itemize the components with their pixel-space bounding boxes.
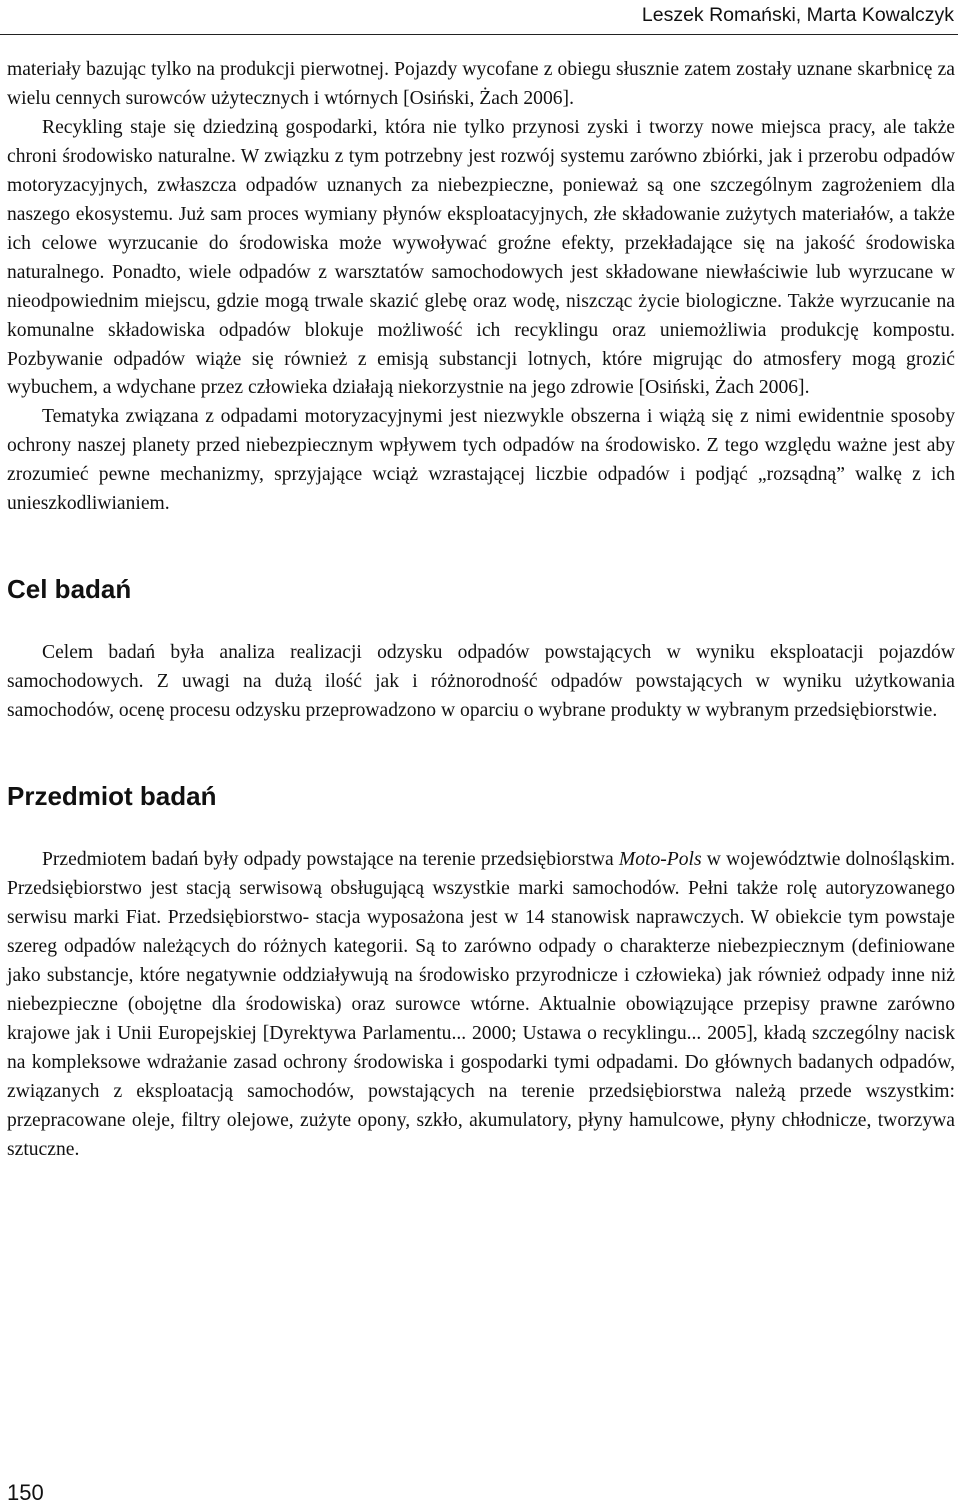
paragraph: Tematyka związana z odpadami motoryzacyjnymi jest niezwykle obszerna i wiążą się z nimi ewidentnie sposoby ochrony naszej planety przed niebezpiecznym wpływem tych odpadów na środowisko. Z tego względu ważne jest aby zrozumieć pewne mechanizmy, sprzyjające wciąż wzrastającej liczbie odpadów i podjąć „rozsądną” walkę z ich unieszkodliwianiem. <box>7 406 955 515</box>
section-heading-cel-badan: Cel badań <box>7 574 132 605</box>
running-header <box>0 0 958 35</box>
header-authors: Leszek Romański, Marta Kowalczyk <box>641 4 954 26</box>
text-run: Przedmiotem badań były odpady powstające na terenie przedsiębiorstwa <box>42 849 619 871</box>
paragraph <box>7 846 955 1164</box>
section-heading-przedmiot-badan: Przedmiot badań <box>7 781 217 812</box>
document-body <box>7 56 955 1165</box>
text-run: w województwie dolnośląskim. Przedsiębiorstwo jest stacją serwisową obsługującą wszystkie marki samochodów. Pełni także rolę autoryzowanego serwisu marki Fiat. Przedsiębiorstwo- stacja wyposażona jest w 14 stanowisk naprawczych. W obiekcie tym powstaje szereg odpadów należących do różnych kategorii. Są to zarówno odpady o charakterze niebezpiecznym (definiowane jako substancje, które negatywnie oddziaływują na środowisko przyrodnicze i człowieka) jak również odpady inne niż niebezpieczne (obojętne dla środowiska) oraz surowce wtórne. Aktualnie obowiązujące przepisy prawne zarówno krajowe jak i Unii Europejskiej [Dyrektywa Parlamentu... 2000; Ustawa o recyklingu... 2005], kładą szczególny nacisk na kompleksowe wdrażanie zasad ochrony środowiska i gospodarki tymi odpadami. Do głównych badanych odpadów, związanych z eksploatacją samochodów, powstających na terenie przedsiębiorstwa należą przede wszystkim: przepracowane oleje, filtry olejowe, zużyte opony, szkło, akumulatory, płyny hamulcowe, płyny chłodnicze, tworzywa sztuczne. <box>7 849 955 1160</box>
company-name: Moto-Pols <box>618 849 702 871</box>
page-number: 150 <box>7 1480 44 1505</box>
paragraph: materiały bazując tylko na produkcji pierwotnej. Pojazdy wycofane z obiegu słusznie zatem zostały uznane skarbnicę za wielu cennych surowców użytecznych i wtórnych [Osiński, Żach 2006]. <box>7 59 955 109</box>
paragraph: Celem badań była analiza realizacji odzysku odpadów powstających w wyniku eksploatacji pojazdów samochodowych. Z uwagi na dużą ilość jak i różnorodność odpadów powstających w wyniku użytkowania samochodów, ocenę procesu odzysku przeprowadzono w oparciu o wybrane produkty w wybranym przedsiębiorstwie. <box>7 642 955 722</box>
paragraph: Recykling staje się dziedziną gospodarki, która nie tylko przynosi zyski i tworzy nowe miejsca pracy, ale także chroni środowisko naturalne. W związku z tym potrzebny jest rozwój systemu zarówno zbiórki, jak i przerobu odpadów motoryzacyjnych, zwłaszcza odpadów uznanych za niebezpieczne, ponieważ są one szczególnym zagrożeniem dla naszego ekosystemu. Już sam proces wymiany płynów eksploatacyjnych, złe składowanie zużytych materiałów, a także ich celowe wyrzucanie do środowiska może wywoływać groźne efekty, przekładające się na jakość środowiska naturalnego. Ponadto, wiele odpadów z warsztatów samochodowych jest składowane niewłaściwie lub wyrzucane w nieodpowiednim miejscu, gdzie mogą trwale skazić glebę oraz wodę, niszcząc życie biologiczne. Także wyrzucanie na komunalne składowiska odpadów blokuje możliwość ich recyklingu oraz uniemożliwia produkcję kompostu. Pozbywanie odpadów wiąże się również z emisją substancji lotnych, które migrując do atmosfery mogą grozić wybuchem, a wdychane przez człowieka działają niekorzystnie na jego zdrowie [Osiński, Żach 2006]. <box>7 116 955 399</box>
